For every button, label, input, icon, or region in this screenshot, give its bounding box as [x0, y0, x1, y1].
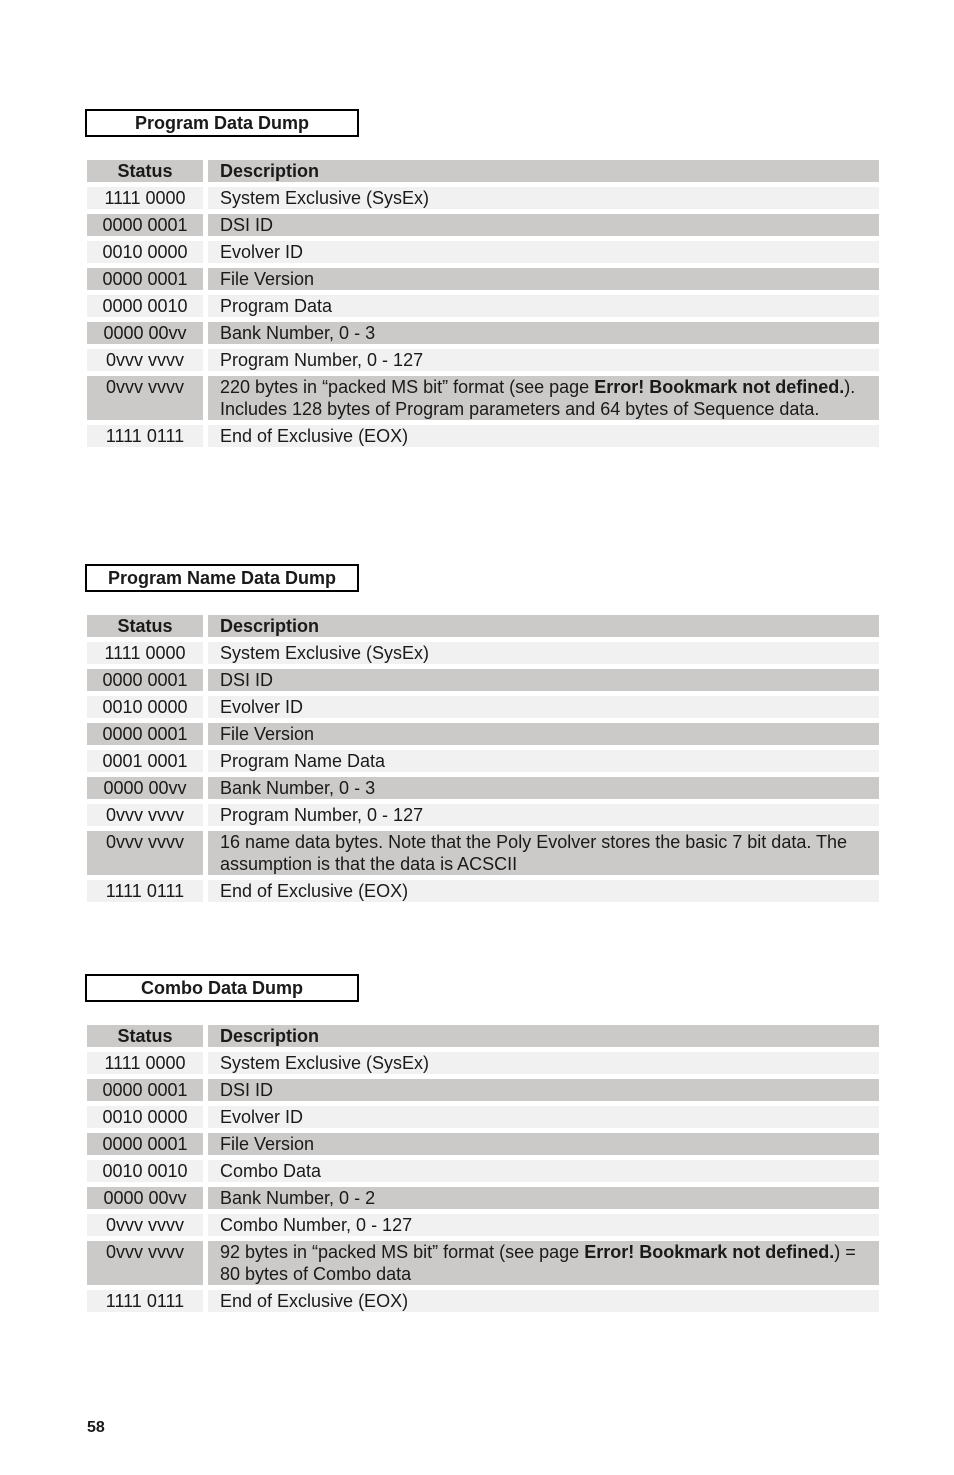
status-header: Status	[87, 160, 203, 182]
description-cell: Evolver ID	[208, 696, 879, 718]
status-cell: 0000 0001	[87, 723, 203, 745]
sysex-table	[87, 615, 879, 907]
table-row	[87, 1133, 879, 1155]
status-cell: 0000 0001	[87, 669, 203, 691]
description-cell: System Exclusive (SysEx)	[208, 187, 879, 209]
description-cell: File Version	[208, 723, 879, 745]
table-row	[87, 376, 879, 420]
description-cell	[208, 1241, 879, 1285]
description-cell: End of Exclusive (EOX)	[208, 1290, 879, 1312]
description-cell: DSI ID	[208, 1079, 879, 1101]
status-cell: 1111 0000	[87, 1052, 203, 1074]
description-cell: Program Name Data	[208, 750, 879, 772]
description-cell: System Exclusive (SysEx)	[208, 642, 879, 664]
status-cell: 0010 0000	[87, 241, 203, 263]
status-cell: 0vvv vvvv	[87, 1241, 203, 1285]
table-header-row	[87, 615, 879, 637]
description-cell: Program Number, 0 - 127	[208, 349, 879, 371]
description-cell: 16 name data bytes. Note that the Poly Evolver stores the basic 7 bit data. The assumption is that the data is ACSCII	[208, 831, 879, 875]
status-cell: 0000 0001	[87, 1133, 203, 1155]
status-cell: 0vvv vvvv	[87, 831, 203, 875]
status-cell: 0vvv vvvv	[87, 804, 203, 826]
description-text: 220 bytes in “packed MS bit” format (see page	[220, 377, 595, 397]
status-cell: 1111 0000	[87, 187, 203, 209]
table-row	[87, 723, 879, 745]
description-cell: Program Data	[208, 295, 879, 317]
status-cell: 1111 0111	[87, 1290, 203, 1312]
table-row	[87, 295, 879, 317]
section-title: Program Name Data Dump	[85, 564, 359, 592]
status-cell: 0000 0001	[87, 214, 203, 236]
table-row	[87, 880, 879, 902]
description-cell: Bank Number, 0 - 3	[208, 777, 879, 799]
status-cell: 0000 0010	[87, 295, 203, 317]
table-row	[87, 322, 879, 344]
status-cell: 0000 0001	[87, 268, 203, 290]
sysex-table	[87, 1025, 879, 1317]
description-cell: File Version	[208, 268, 879, 290]
description-cell	[208, 376, 879, 420]
status-cell: 0000 00vv	[87, 322, 203, 344]
bookmark-error-text: Error! Bookmark not defined.	[584, 1242, 835, 1262]
description-text: ). Includes 128 bytes of Program parameters and 64 bytes of Sequence data.	[220, 377, 856, 419]
description-cell: File Version	[208, 1133, 879, 1155]
description-cell: Evolver ID	[208, 1106, 879, 1128]
table-row	[87, 1241, 879, 1285]
table-header-row	[87, 160, 879, 182]
description-cell: Bank Number, 0 - 3	[208, 322, 879, 344]
status-cell: 0010 0000	[87, 696, 203, 718]
table-row	[87, 349, 879, 371]
description-text: 92 bytes in “packed MS bit” format (see page	[220, 1242, 585, 1262]
status-cell: 1111 0111	[87, 880, 203, 902]
status-cell: 0000 00vv	[87, 1187, 203, 1209]
status-cell: 0vvv vvvv	[87, 1214, 203, 1236]
table-row	[87, 214, 879, 236]
status-cell: 1111 0000	[87, 642, 203, 664]
section-title: Combo Data Dump	[85, 974, 359, 1002]
status-header: Status	[87, 1025, 203, 1047]
bookmark-error-text: Error! Bookmark not defined.	[594, 377, 845, 397]
description-cell: Program Number, 0 - 127	[208, 804, 879, 826]
table-row	[87, 1160, 879, 1182]
description-cell: Bank Number, 0 - 2	[208, 1187, 879, 1209]
description-cell: DSI ID	[208, 214, 879, 236]
status-cell: 0000 0001	[87, 1079, 203, 1101]
table-row	[87, 1052, 879, 1074]
description-cell: End of Exclusive (EOX)	[208, 425, 879, 447]
status-cell: 0010 0000	[87, 1106, 203, 1128]
status-cell: 1111 0111	[87, 425, 203, 447]
description-cell: End of Exclusive (EOX)	[208, 880, 879, 902]
status-cell: 0vvv vvvv	[87, 376, 203, 420]
description-text: ) = 80 bytes of Combo data	[220, 1242, 856, 1284]
table-row	[87, 642, 879, 664]
status-cell: 0vvv vvvv	[87, 349, 203, 371]
table-row	[87, 1187, 879, 1209]
description-header: Description	[208, 1025, 879, 1047]
table-row	[87, 1290, 879, 1312]
description-cell: Combo Number, 0 - 127	[208, 1214, 879, 1236]
table-header-row	[87, 1025, 879, 1047]
table-row	[87, 187, 879, 209]
status-cell: 0001 0001	[87, 750, 203, 772]
table-row	[87, 669, 879, 691]
description-header: Description	[208, 615, 879, 637]
table-row	[87, 268, 879, 290]
table-row	[87, 696, 879, 718]
description-cell: Combo Data	[208, 1160, 879, 1182]
table-row	[87, 777, 879, 799]
status-cell: 0010 0010	[87, 1160, 203, 1182]
description-cell: System Exclusive (SysEx)	[208, 1052, 879, 1074]
table-row	[87, 750, 879, 772]
section-title: Program Data Dump	[85, 109, 359, 137]
description-cell: DSI ID	[208, 669, 879, 691]
table-row	[87, 241, 879, 263]
table-row	[87, 425, 879, 447]
table-row	[87, 831, 879, 875]
status-cell: 0000 00vv	[87, 777, 203, 799]
page-number: 58	[87, 1419, 105, 1436]
table-row	[87, 804, 879, 826]
description-header: Description	[208, 160, 879, 182]
table-row	[87, 1079, 879, 1101]
table-row	[87, 1106, 879, 1128]
table-row	[87, 1214, 879, 1236]
status-header: Status	[87, 615, 203, 637]
sysex-table	[87, 160, 879, 452]
description-cell: Evolver ID	[208, 241, 879, 263]
